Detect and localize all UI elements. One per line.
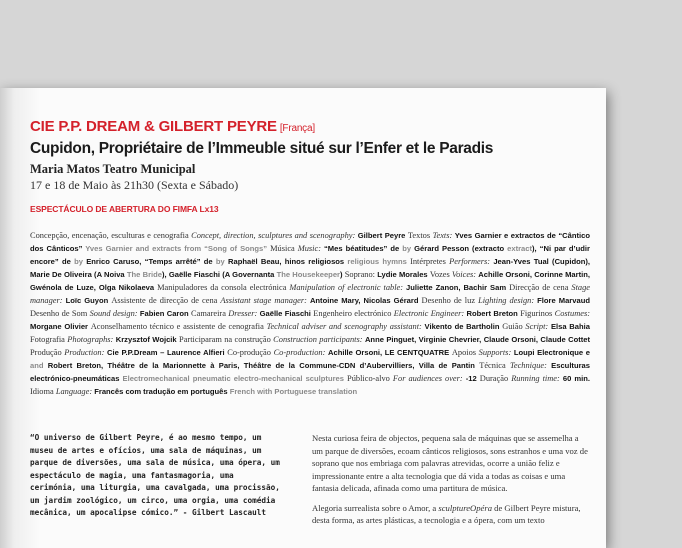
credit-name: Robert Breton, Théâtre de la Marionnette à Paris, Théâtre de la Commune-CDN d’Aubervilliers, Villa de Pantin — [47, 361, 480, 370]
credit-role-en: Sound design: — [89, 309, 140, 318]
credit-name: -12 — [465, 374, 480, 383]
credit-role-en: Photographs: — [67, 335, 116, 344]
credit-role-en: Script: — [525, 322, 551, 331]
credit-role-pt: Vozes — [429, 270, 452, 279]
credit-role-pt: Duração — [479, 374, 512, 383]
left-column — [30, 432, 280, 520]
credit-translation: by — [402, 244, 415, 253]
credit-name: Enrico Caruso, “Temps arrêté” de — [86, 257, 216, 266]
credit-role-en: Voices: — [451, 270, 479, 279]
credit-role-pt: Intérpretes — [410, 257, 450, 266]
credit-role-pt: Produção — [30, 348, 65, 357]
credit-role-pt: Soprano: — [344, 270, 378, 279]
credit-role-pt: Direcção de cena — [509, 283, 572, 292]
credit-role-pt: Fotografia — [30, 335, 68, 344]
credit-name: Elsa Bahia — [550, 322, 590, 331]
credit-role-pt: Público-alvo — [347, 374, 393, 383]
credit-role-en: Language: — [55, 387, 95, 396]
credit-role-en: Technical adviser and scenography assistant: — [266, 322, 425, 331]
credit-name: Fabien Caron — [139, 309, 192, 318]
pull-quote: “O universo de Gilbert Peyre, é ao mesmo tempo, um museu de artes e ofícios, uma sala de máquinas, um parque de diversões, uma sala de música, uma ópera, um espectáculo de magia, uma fantasmagoria, uma cerimónia, uma liturgia, uma cavalgada, uma procissão, um jardim zoológico, um circo, uma orgia, uma comédia mecânica, um apocalipse cómico.” - Gilbert Lascault — [30, 433, 280, 517]
credit-name: Vikento de Bartholin — [424, 322, 503, 331]
credit-name: Loïc Guyon — [65, 296, 112, 305]
credit-name: Lydie Morales — [377, 270, 430, 279]
credit-name: “Mes béatitudes” de — [324, 244, 403, 253]
credit-role-pt: Assistente de direcção de cena — [111, 296, 221, 305]
credit-name: ), Gaëlle Fiaschi (A Governanta — [162, 270, 277, 279]
venue-name: Maria Matos Teatro Municipal — [30, 162, 196, 176]
credit-role-en: Manipulation of electronic table: — [289, 283, 407, 292]
credit-role-en: Music: — [297, 244, 324, 253]
company-country: [França] — [279, 123, 315, 134]
document-page — [0, 88, 606, 548]
event-header — [30, 118, 590, 398]
credit-role-en: Assistant stage manager: — [220, 296, 310, 305]
credit-name: Cie P.P.Dream – Laurence Alfieri — [107, 348, 228, 357]
credit-translation: extract — [507, 244, 533, 253]
credit-role-en: Lighting design: — [478, 296, 538, 305]
credit-translation: religious hymns — [347, 257, 411, 266]
credit-role-pt: Co-produção — [227, 348, 274, 357]
credit-role-pt: Participaram na construção — [179, 335, 274, 344]
body-paragraph-1: Nesta curiosa feira de objectos, pequena sala de máquinas que se assemelha a um parque de diversões, ecoam cânticos religiosos, sons estranhos e uma voz de soprano que nos embriaga com palavras atrevidas, ocorre a união feliz e impressionante entre a alta tecnologia que dá vida a todas as coisas e uma fantasia delicada, afinada como uma partitura de música. — [312, 433, 588, 493]
credit-name: 60 min. — [562, 374, 590, 383]
credit-role-en: Technique: — [509, 361, 552, 370]
credit-role-en: Electronic Engineer: — [393, 309, 467, 318]
credit-role-en: For audiences over: — [392, 374, 466, 383]
credit-name: Gaëlle Fiaschi — [259, 309, 314, 318]
credit-name: Loupi Electronique e — [513, 348, 590, 357]
credits-paragraph — [30, 229, 590, 398]
credit-translation: The Housekeeper — [276, 270, 340, 279]
credit-name: Francês com tradução em português — [94, 387, 230, 396]
credit-name: Antoine Mary, Nicolas Gérard — [309, 296, 422, 305]
credit-name: Flore Marvaud — [537, 296, 590, 305]
credit-name: Gilbert Peyre — [357, 231, 408, 240]
opening-label: ESPECTÁCULO DE ABERTURA DO FIMFA Lx13 — [30, 204, 219, 214]
credit-role-en: Running time: — [511, 374, 563, 383]
credit-role-pt: Figurinos — [520, 309, 555, 318]
credit-role-en: Supports: — [478, 348, 514, 357]
body-paragraph-2-start: Alegoria surrealista sobre o Amor, a — [312, 502, 439, 513]
show-title: Cupidon, Propriétaire de l’Immeuble situé sur l’Enfer et le Paradis — [30, 140, 494, 157]
credit-name: Robert Breton — [466, 309, 521, 318]
credit-name: Juliette Zanon, Bachir Sam — [406, 283, 510, 292]
credit-translation: French with Portuguese translation — [229, 387, 358, 396]
credit-name: Esculturas electrónico-pneumáticas — [30, 361, 591, 383]
credit-role-en: Construction participants: — [273, 335, 365, 344]
credit-role-en: Production: — [64, 348, 108, 357]
credit-translation: The Bride — [126, 270, 162, 279]
credit-role-pt: Apoios — [451, 348, 479, 357]
credit-role-pt: Idioma — [30, 387, 56, 396]
credit-name: Raphaël Beau, hinos religiosos — [228, 257, 348, 266]
credit-name: Achille Orsoni, Corinne Martin, Gwénola de Luze, Olga Nikolaeva — [30, 270, 590, 292]
credit-name: Krzysztof Wojcik — [115, 335, 180, 344]
credit-name: Jean-Yves Tual (Cupidon), Marie De Oliveira (A Noiva — [30, 257, 591, 279]
credit-role-en: Concept, direction, sculptures and scenography: — [191, 231, 358, 240]
credit-role-pt: Música — [270, 244, 298, 253]
credit-role-pt: Guião — [502, 322, 526, 331]
credit-name: Morgane Olivier — [30, 322, 91, 331]
credit-role-en: Co-production: — [273, 348, 328, 357]
credit-translation: Yves Garnier and extracts from “Song of Songs” — [85, 244, 271, 253]
credit-role-en: Performers: — [449, 257, 494, 266]
credit-translation: by — [74, 257, 87, 266]
credit-role-en: Costumes: — [554, 309, 591, 318]
credit-translation: by — [215, 257, 229, 266]
company-name: CIE P.P. DREAM & GILBERT PEYRE — [30, 118, 277, 135]
credit-role-en: Texts: — [432, 231, 455, 240]
credit-name: ), “Ni par d’udir encore” de — [30, 244, 590, 266]
credit-role-pt: Técnica — [479, 361, 510, 370]
right-column — [312, 432, 590, 527]
credit-role-en: Dresser: — [228, 309, 260, 318]
credit-role-pt: Camareira — [191, 309, 229, 318]
credit-role-pt: Concepção, encenação, esculturas e cenografia — [30, 231, 192, 240]
credit-name: Anne Pinguet, Virginie Chevrier, Claude Orsoni, Claude Cottet — [364, 335, 591, 344]
credit-name: Achille Orsoni, LE CENTQUATRE — [327, 348, 452, 357]
performance-date: 17 e 18 de Maio às 21h30 (Sexta e Sábado) — [30, 178, 239, 192]
body-paragraph-2-end: de Gilbert Peyre mistura, desta forma, as artes plásticas, a tecnologia e a ópera, com um texto — [312, 502, 581, 525]
credit-role-pt: Aconselhamento técnico e assistente de cenografia — [90, 322, 267, 331]
credit-role-pt: Textos — [407, 231, 433, 240]
credit-role-pt: Engenheiro electrónico — [313, 309, 394, 318]
company-line — [30, 118, 590, 135]
credit-role-en: Stage manager: — [30, 283, 590, 305]
credit-role-pt: Desenho de Som — [30, 309, 90, 318]
credit-name: Gérard Pesson (extracto — [414, 244, 508, 253]
credit-name: ) — [340, 270, 345, 279]
sculpture-opera-term: sculptureOpéra — [438, 502, 493, 513]
credit-name: Yves Garnier e extractos de “Cântico dos Cânticos” — [30, 231, 591, 253]
credit-role-pt: Desenho de luz — [421, 296, 479, 305]
credit-role-pt: Manipuladores da consola electrónica — [157, 283, 290, 292]
body-paragraph-2 — [312, 502, 590, 527]
credit-translation: and — [30, 361, 48, 370]
credit-translation: Electromechanical pneumatic electro-mechanical sculptures — [122, 374, 348, 383]
